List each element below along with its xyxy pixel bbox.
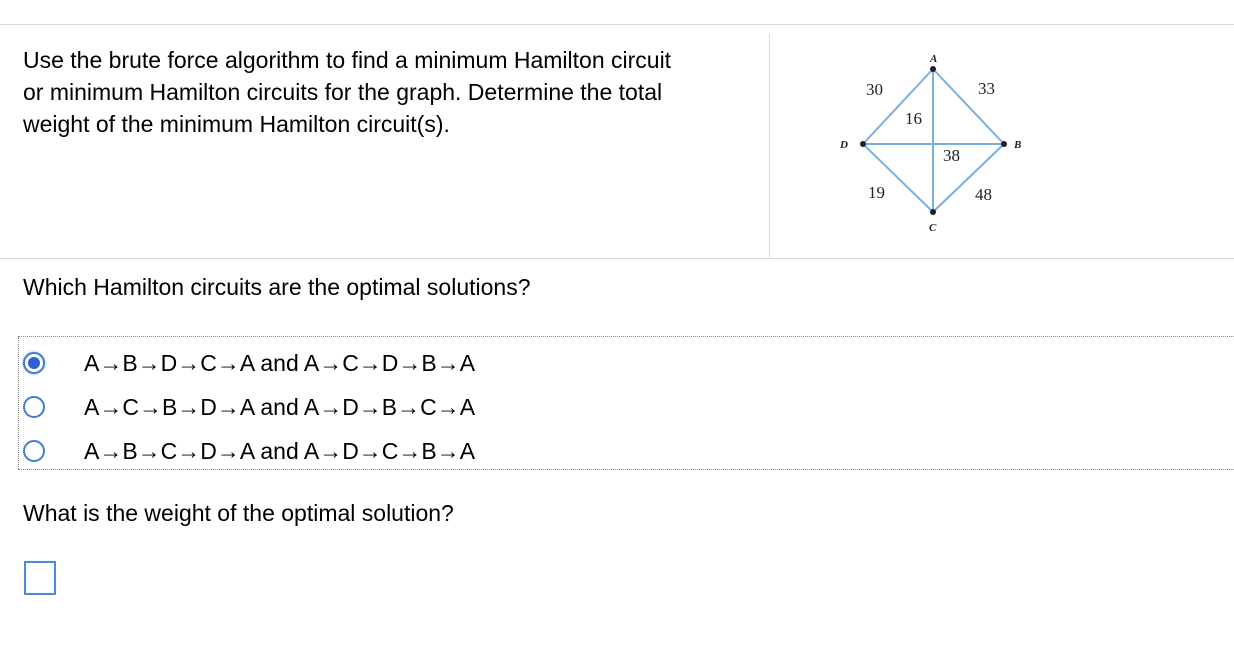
question-optimal-weight: What is the weight of the optimal solution? — [23, 500, 454, 526]
choice-option-1[interactable] — [18, 345, 718, 385]
weight-a-d: 30 — [866, 80, 883, 99]
hamilton-graph — [834, 44, 1034, 244]
radio-dot — [28, 357, 40, 369]
choice-label-1: A→B→D→C→A and A→C→D→B→A — [84, 350, 476, 376]
choice-label-2: A→C→B→D→A and A→D→B→C→A — [84, 394, 476, 420]
problem-line-2: or minimum Hamilton circuits for the graph. Determine the total — [23, 79, 663, 105]
column-divider — [769, 34, 770, 258]
weight-d-c: 19 — [868, 183, 885, 202]
radio-button[interactable] — [23, 440, 45, 462]
radio-button-selected[interactable] — [23, 352, 45, 374]
weight-answer-input[interactable] — [24, 561, 56, 595]
vertex-label-b: B — [1014, 139, 1022, 151]
radio-button[interactable] — [23, 396, 45, 418]
problem-line-3: weight of the minimum Hamilton circuit(s). — [23, 111, 450, 137]
weight-b-c: 48 — [975, 185, 992, 204]
choice-label-3: A→B→C→D→A and A→D→C→B→A — [84, 438, 476, 464]
choice-option-3[interactable] — [18, 433, 718, 473]
problem-line-1: Use the brute force algorithm to find a minimum Hamilton circuit — [23, 47, 672, 73]
top-divider — [0, 24, 1234, 25]
vertex-b — [1001, 141, 1007, 147]
weight-a-b: 33 — [978, 79, 995, 98]
vertex-label-c: C — [929, 222, 937, 234]
vertex-c — [930, 209, 936, 215]
weight-d-b: 38 — [943, 146, 960, 165]
weight-a-c: 16 — [905, 109, 922, 128]
section-divider — [0, 258, 1234, 259]
vertex-label-d: D — [840, 139, 848, 151]
choice-option-2[interactable] — [18, 389, 718, 429]
question-optimal-circuits: Which Hamilton circuits are the optimal solutions? — [23, 274, 531, 300]
vertex-d — [860, 141, 866, 147]
vertex-a — [930, 66, 936, 72]
problem-statement — [23, 44, 768, 140]
vertex-label-a: A — [930, 53, 938, 65]
